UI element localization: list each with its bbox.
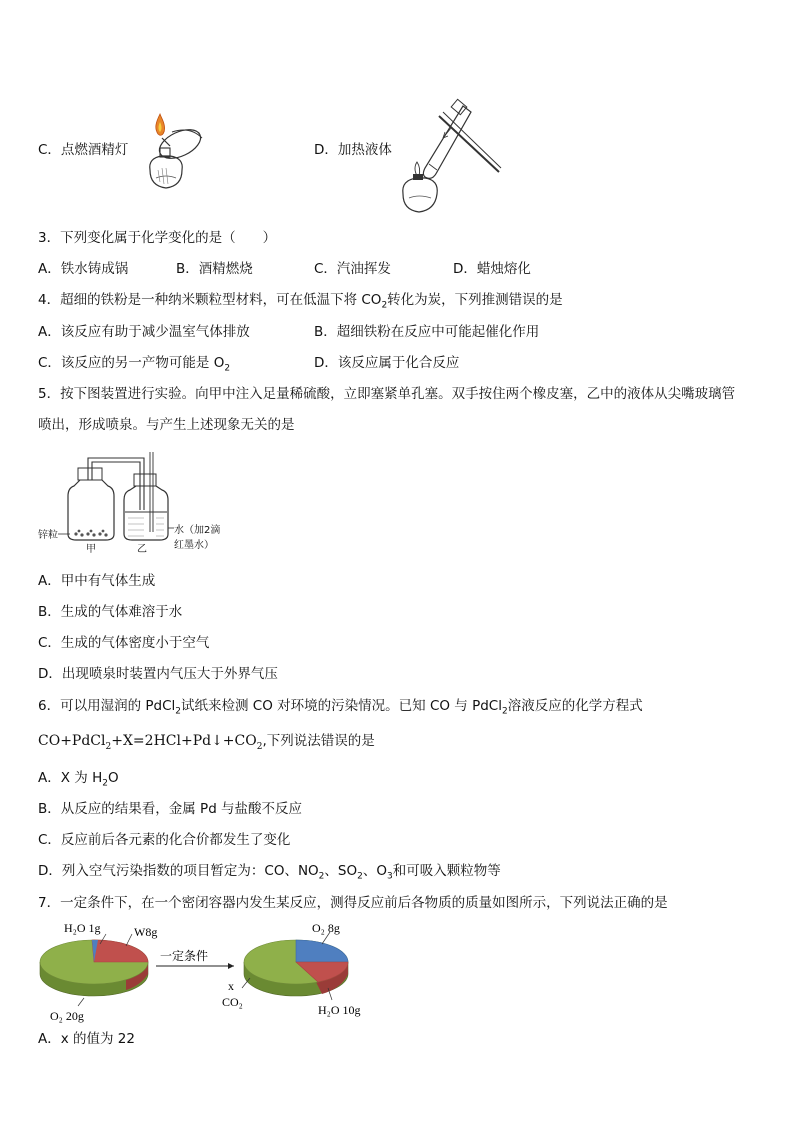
question-3-stem: 3．下列变化属于化学变化的是（ ）	[38, 230, 277, 246]
label-arrow: 一定条件	[160, 949, 209, 963]
option-5d: D．出现喷泉时装置内气压大于外界气压	[38, 666, 278, 682]
label-water-1: 水（加2滴	[174, 525, 221, 536]
label-left-o2: O₂ 20g	[50, 1009, 84, 1023]
option-3d: D．蜡烛熔化	[453, 261, 531, 277]
option-4b: B．超细铁粉在反应中可能起催化作用	[314, 324, 540, 340]
option-6a	[38, 769, 119, 793]
q6-stem-sub: 2	[501, 706, 508, 717]
option-3c: C．汽油挥发	[314, 261, 391, 277]
option-6d-text: D．列入空气污染指数的项目暂定为：CO、NO	[38, 863, 319, 879]
eq-part: +X=2HCl+Pd↓+CO	[111, 733, 257, 749]
option-6c: C．反应前后各元素的化合价都发生了变化	[38, 832, 291, 848]
q4-stem-part: 4．超细的铁粉是一种纳米颗粒型材料，可在低温下将 CO	[38, 292, 382, 308]
option-2c: C．点燃酒精灯	[38, 142, 129, 158]
q6-stem-part: 溶液反应的化学方程式	[507, 698, 643, 714]
question-6-equation	[38, 732, 375, 756]
option-6a-text: O	[107, 770, 119, 786]
label-left-w: W8g	[134, 925, 158, 939]
q4-stem-part: 转化为炭，下列推测错误的是	[387, 292, 563, 308]
left-pie	[40, 940, 148, 996]
label-water-2: 红墨水）	[174, 540, 214, 551]
label-right-o2: O₂ 8g	[312, 921, 340, 935]
option-3b: B．酒精燃烧	[176, 261, 253, 277]
q6-stem-sub: 2	[175, 706, 182, 717]
pie-charts-figure	[30, 916, 390, 1024]
option-6d-text: 和可吸入颗粒物等	[392, 863, 501, 879]
option-6d-text: 、O	[362, 863, 387, 879]
label-zinc: 锌粒	[38, 530, 58, 541]
option-4c-sub: 2	[224, 363, 231, 374]
option-2d: D．加热液体	[314, 142, 392, 158]
option-5c: C．生成的气体密度小于空气	[38, 635, 210, 651]
right-pie	[244, 940, 348, 996]
label-right-x: x	[228, 979, 234, 993]
eq-sub: 2	[105, 741, 112, 752]
q6-stem-part: 试纸来检测 CO 对环境的污染情况。已知 CO 与 PdCl	[181, 698, 502, 714]
option-6d	[38, 862, 501, 886]
option-4a: A．该反应有助于减少温室气体排放	[38, 324, 250, 340]
eq-part: CO+PdCl	[38, 733, 106, 749]
option-6d-sub: 2	[357, 871, 363, 882]
question-4-stem	[38, 291, 563, 315]
question-5-stem-line2: 喷出，形成喷泉。与产生上述现象无关的是	[38, 417, 295, 433]
q6-stem-part: 6．可以用湿润的 PdCl	[38, 698, 176, 714]
eq-part: ,下列说法错误的是	[262, 733, 375, 749]
q4-stem-sub: 2	[381, 300, 388, 311]
eq-sub: 2	[256, 741, 263, 752]
option-5b: B．生成的气体难溶于水	[38, 604, 183, 620]
label-right-h2o: H₂O 10g	[318, 1003, 361, 1017]
question-5-stem-line1: 5．按下图装置进行实验。向甲中注入足量稀硫酸，立即塞紧单孔塞。双手按住两个橡皮塞，乙中的液体从尖嘴玻璃管	[38, 386, 736, 402]
label-yi: 乙	[137, 544, 147, 555]
option-6b: B．从反应的结果看，金属 Pd 与盐酸不反应	[38, 801, 303, 817]
heating-liquid-figure	[395, 98, 507, 216]
option-4d: D．该反应属于化合反应	[314, 355, 460, 371]
question-6-stem	[38, 697, 643, 721]
label-jia: 甲	[86, 544, 96, 555]
option-7a: A．x 的值为 22	[38, 1031, 135, 1047]
option-6a-text: A．X 为 H	[38, 770, 103, 786]
alcohol-lamp-lighting-figure	[130, 108, 220, 198]
option-6d-sub: 2	[318, 871, 325, 882]
option-6d-sub: 3	[386, 871, 393, 882]
option-5a: A．甲中有气体生成	[38, 573, 156, 589]
option-3a: A．铁水铸成锅	[38, 261, 129, 277]
option-6a-sub: 2	[102, 778, 108, 789]
label-right-co2: CO₂	[222, 995, 243, 1009]
question-7-stem: 7．一定条件下，在一个密闭容器内发生某反应，测得反应前后各物质的质量如图所示，下列说法正确的是	[38, 895, 668, 911]
option-4c-text: C．该反应的另一产物可能是 O	[38, 355, 225, 371]
option-4c	[38, 354, 230, 378]
label-left-h2o: H₂O 1g	[64, 921, 101, 935]
option-6d-text: 、SO	[324, 863, 358, 879]
